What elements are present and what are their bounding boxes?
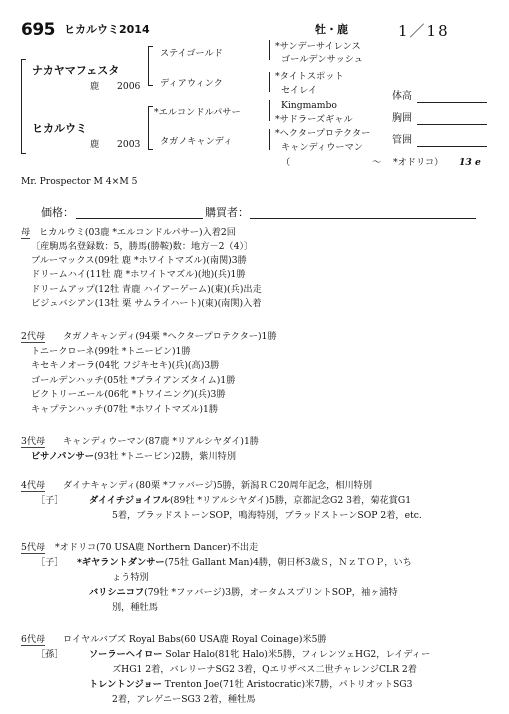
dam-year: 2003 (117, 139, 141, 150)
dam-progeny-3: ドリームアップ(12牡 青鹿 ハイアーゲーム)(東)(兵)出走 (31, 284, 262, 295)
g3-8: キャンディウーマン (281, 142, 363, 153)
g2-progeny-3: ゴールデンハッチ(05牡 *ブライアンズタイム)1勝 (31, 375, 236, 386)
height-label: 体高 (392, 91, 412, 102)
dam-sire: *エルコンドルパサー (154, 107, 241, 118)
buyer-label: 購買者： (205, 206, 249, 219)
horse-name: ヒカルウミ2014 (64, 23, 150, 36)
g3-2: ゴールデンサッシュ (281, 54, 363, 65)
g5-header: *オドリコ(70 USA鹿 Northern Dancer)不出走 (55, 542, 259, 553)
g5-child-1 (77, 558, 412, 567)
section-tag-dam: 母 (21, 227, 31, 238)
g6-grandchild-2-detail: Trenton Joe(71牡 Aristocratic)米7勝，パトリオットSG3 (161, 679, 413, 690)
g3-3: *タイトスポット (275, 71, 344, 82)
tree-line-dam-top (148, 106, 153, 107)
g3-progeny-1-name: ビサノパンサー (31, 451, 94, 462)
bottom-line-mid: ～ (372, 157, 382, 168)
height-field[interactable] (417, 102, 487, 103)
price-field[interactable] (76, 218, 203, 219)
g2-progeny-1: トニークローネ(99牡 *トニービン)1勝 (31, 346, 191, 357)
cannon-field[interactable] (417, 146, 487, 147)
g3-6: *サドラーズギャル (275, 114, 353, 125)
g6-grandchild-1-cont: ズHG1 2着，バレリーナSG2 3着，Qエリザベス二世チャレンジCLR 2着 (112, 664, 417, 675)
dam-color: 鹿 (90, 139, 100, 150)
g6-sub-tag: ［孫］ (36, 649, 64, 660)
dam-note: 〔産駒馬名登録数：5，勝馬(勝鞍)数：地方－2（4）〕 (31, 241, 254, 252)
bottom-line-open: （ (281, 157, 291, 168)
g6-header: ロイヤルバブズ Royal Babs(60 USA鹿 Royal Coinage)米5勝 (63, 634, 327, 645)
g5-child-2 (89, 588, 398, 597)
g6-grandchild-1-name: ソーラーヘイロー (89, 649, 163, 660)
g5-sub-tag: ［子］ (36, 557, 64, 568)
section-tag-g4: 4代母 (21, 480, 46, 491)
section-tag-g5: 5代母 (21, 542, 46, 553)
tree-line-g2a (269, 40, 270, 60)
tree-line-sire (148, 46, 149, 86)
dam-progeny-2: ドリームハイ(11牡 鹿 *ホワイトマズル)(地)(兵)1勝 (31, 269, 246, 280)
g5-child-2-detail: (79牡 *ファバージ)3勝，オータムスプリントSOP，袖ヶ浦特 (144, 587, 398, 598)
section-tag-g2: 2代母 (21, 331, 46, 342)
tree-line-dam (148, 106, 149, 150)
g2-progeny-4: ビクトリーエール(06牝 *トワイニング)(兵)3勝 (31, 389, 226, 400)
g4-child (89, 496, 411, 505)
g4-child-name: ダイイチジョイフル (89, 495, 171, 506)
dam-progeny-4: ビジュバシアン(13牡 栗 サムライハート)(東)(南関)入着 (31, 298, 262, 309)
dam-name: ヒカルウミ (32, 122, 87, 135)
g4-header: ダイナキャンディ(80栗 *ファバージ)5勝，新潟ＲＣ20周年記念，相川特別 (63, 480, 373, 491)
girth-label: 胸囲 (392, 113, 412, 124)
page-number: 1／18 (398, 22, 450, 40)
bottom-line-end: *オドリコ） (393, 157, 444, 168)
section-tag-g6: 6代母 (21, 634, 46, 645)
sex-color: 牡・鹿 (315, 23, 348, 36)
g5-child-1-name: *ギヤラントダンサー (77, 557, 165, 568)
sire-sire: ステイゴールド (160, 48, 223, 59)
g5-child-1-cont: ょう特別 (112, 572, 149, 583)
g2-progeny-5: キャプテンハッチ(07牡 *ホワイトマズル)1勝 (31, 404, 219, 415)
g2-progeny-2: キセキノオーラ(04牝 フジキセキ)(兵)(高)3勝 (31, 360, 220, 371)
g6-grandchild-1 (89, 650, 430, 659)
dam-dam: タガノキャンディ (160, 136, 233, 147)
tree-line-root (21, 59, 22, 154)
g6-grandchild-2 (89, 680, 413, 689)
girth-field[interactable] (417, 124, 487, 125)
cannon-label: 管囲 (392, 135, 412, 146)
g3-progeny-1 (31, 452, 236, 461)
sire-color: 鹿 (90, 81, 100, 92)
dam-progeny-1: ブルーマックス(09牡 鹿 *ホワイトマズル)(南関)3勝 (31, 255, 247, 266)
g6-grandchild-2-name: トレントンジョー (89, 679, 162, 690)
g3-7: *ヘクタープロテクター (275, 128, 371, 139)
tree-line-root-bottom (21, 153, 26, 154)
tree-line-g2d (269, 129, 270, 150)
tree-line-dam-bottom (148, 149, 153, 150)
tree-line-root-top (21, 59, 26, 60)
g5-child-2-cont: 別，種牡馬 (112, 602, 158, 613)
g2-header: タガノキャンディ(94栗 *ヘクタープロテクター)1勝 (63, 331, 277, 342)
g6-grandchild-2-cont: 2着，アレゲニーSG3 2着，種牡馬 (112, 694, 256, 705)
sire-dam: ディアウィンク (160, 78, 223, 89)
g5-child-1-detail: (75牡 Gallant Man)4勝，朝日杯3歳Ｓ，ＮｚＴＯＰ，いち (164, 557, 412, 568)
g6-grandchild-1-detail: Solar Halo(81牝 Halo)米5勝，フィレンツェHG2，レイディー (162, 649, 431, 660)
dam-header: ヒカルウミ(03鹿 *エルコンドルパサー)入着2回 (39, 227, 236, 238)
buyer-field[interactable] (250, 218, 476, 219)
g3-progeny-1-detail: (93牡 *トニービン)2勝，紫川特別 (93, 451, 237, 462)
inbreeding: Mr. Prospector M 4×M 5 (21, 176, 138, 187)
g3-header: キャンディウーマン(87鹿 *リアルシヤダイ)1勝 (63, 436, 259, 447)
tree-line-g2c (269, 100, 270, 121)
family-number: 13 e (459, 157, 481, 168)
tree-line-sire-top (148, 46, 153, 47)
g3-1: *サンデーサイレンス (275, 41, 361, 52)
tree-line-g2b (269, 72, 270, 92)
sire-name: ナカヤマフェスタ (32, 64, 120, 77)
g3-5: Kingmambo (281, 100, 337, 111)
lot-number: 695 (21, 20, 55, 40)
g4-child-detail: (89牡 *リアルシヤダイ)5勝，京都記念G2 3着，菊花賞G1 (170, 495, 412, 506)
sire-year: 2006 (117, 81, 141, 92)
g3-4: セイレイ (281, 85, 318, 96)
g5-child-2-name: バリシニコフ (89, 587, 145, 598)
g4-child-cont: 5着，ブラッドストーンSOP，鳴海特別，ブラッドストーンSOP 2着，etc. (112, 510, 422, 521)
section-tag-g3: 3代母 (21, 436, 46, 447)
price-label: 価格： (41, 206, 74, 219)
g4-sub-tag: ［子］ (36, 495, 64, 506)
tree-line-sire-bottom (148, 85, 153, 86)
